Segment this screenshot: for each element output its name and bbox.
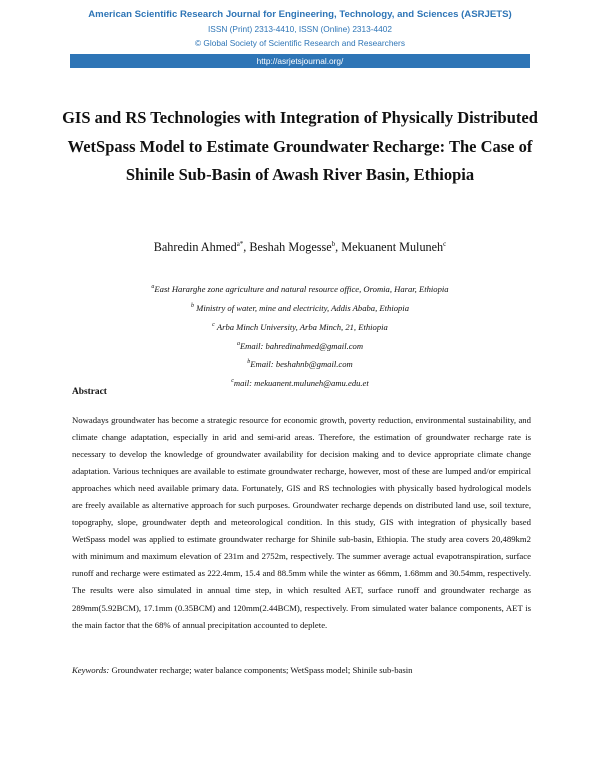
affiliation-superscript: b — [191, 302, 194, 309]
journal-copyright: © Global Society of Scientific Research and Researchers — [195, 38, 405, 48]
email-text: Email: beshahnb@gmail.com — [250, 359, 353, 370]
affiliation-email — [60, 354, 540, 373]
author-name: Beshah Mogesse — [249, 240, 332, 255]
affiliation-text: Arba Minch University, Arba Minch, 21, Ethiopia — [216, 321, 388, 332]
abstract-body: Nowadays groundwater has become a strategic resource for economic growth, poverty reduction, environmental sustainability, and climate change adaptation, especially in arid and semi-arid areas. Therefore, the estimation of groundwater recharge rate is necessary to develop the knowledge of groundwater availability for decision making and to device appropriate climate change adaptation. Various techniques are available to estimate groundwater recharge, however, most of these are lumped and/or empirical approaches which need available primary data. Fortunately, GIS and RS technologies with physically based hydrological models are freely available as alternative approach for such purposes. Groundwater recharge depends on distributed land use, soil texture, topography, slope, groundwater depth and meteorological condition. In this study, GIS with integration of physically based WetSpass model was applied to estimate groundwater recharge for Shinile sub-basin, Ethiopia. The study area covers 20,489km2 with minimum and maximum elevation of 231m and 2752m, respectively. The summer average actual evapotranspiration, surface runoff and recharge were estimated as 222.4mm, 15.4 and 88.5mm while the winter as 66mm, 1.68mm and 30.54mm, respectively. The results were also simulated in annual time step, in which resulted AET, surface runoff and groundwater recharge as 289mm(5.92BCM), 17.1mm (0.35BCM) and 120mm(2.44BCM), respectively. From simulated water balance components, AET is the main factor that the 68% of annual precipitation accounted to deplete. — [72, 415, 531, 630]
author-list — [60, 240, 540, 255]
affiliation-email — [60, 373, 540, 392]
affiliation-line — [60, 298, 540, 317]
affiliation-superscript: a — [151, 284, 155, 290]
author-separator: , — [243, 240, 250, 255]
affiliation-superscript: a — [236, 340, 240, 347]
journal-issn: ISSN (Print) 2313-4410, ISSN (Online) 2313-4402 — [207, 24, 392, 34]
keywords-label: Keywords: — [72, 665, 110, 675]
author-superscript: a* — [236, 240, 244, 248]
author-name: Mekuanent Muluneh — [341, 240, 444, 255]
email-text: mail: mekuanent.muluneh@amu.edu.et — [233, 378, 369, 389]
affiliation-superscript: c — [212, 321, 215, 328]
author-superscript: b — [331, 240, 336, 248]
author-superscript: c — [443, 240, 447, 248]
affiliation-superscript: c — [231, 378, 234, 385]
abstract-heading: Abstract — [72, 387, 107, 397]
keywords-text: Groundwater recharge; water balance components; WetSpass model; Shinile sub-basin — [109, 665, 413, 675]
journal-header — [70, 8, 530, 68]
affiliation-email — [60, 336, 540, 355]
journal-name: American Scientific Research Journal for Engineering, Technology, and Sciences (ASRJETS) — [88, 9, 512, 20]
email-text: Email: bahredinahmed@gmail.com — [239, 340, 364, 351]
paper-title: GIS and RS Technologies with Integration of Physically Distributed WetSpass Model to Estimate Groundwater Recharge: The Case of Shinile Sub-Basin of Awash River Basin, Ethiopia — [62, 108, 538, 184]
journal-url-link[interactable]: http://asrjetsjournal.org/ — [70, 54, 530, 68]
author-name: Bahredin Ahmed — [153, 240, 237, 255]
affiliation-superscript: b — [247, 359, 251, 366]
affiliation-text: East Hararghe zone agriculture and natural resource office, Oromia, Harar, Ethiopia — [154, 283, 449, 294]
affiliation-text: Ministry of water, mine and electricity, Addis Ababa, Ethiopia — [196, 302, 409, 313]
keywords — [72, 665, 531, 675]
affiliations — [60, 279, 540, 392]
affiliation-line — [60, 279, 540, 298]
affiliation-line — [60, 317, 540, 336]
author-separator: , — [335, 240, 342, 255]
